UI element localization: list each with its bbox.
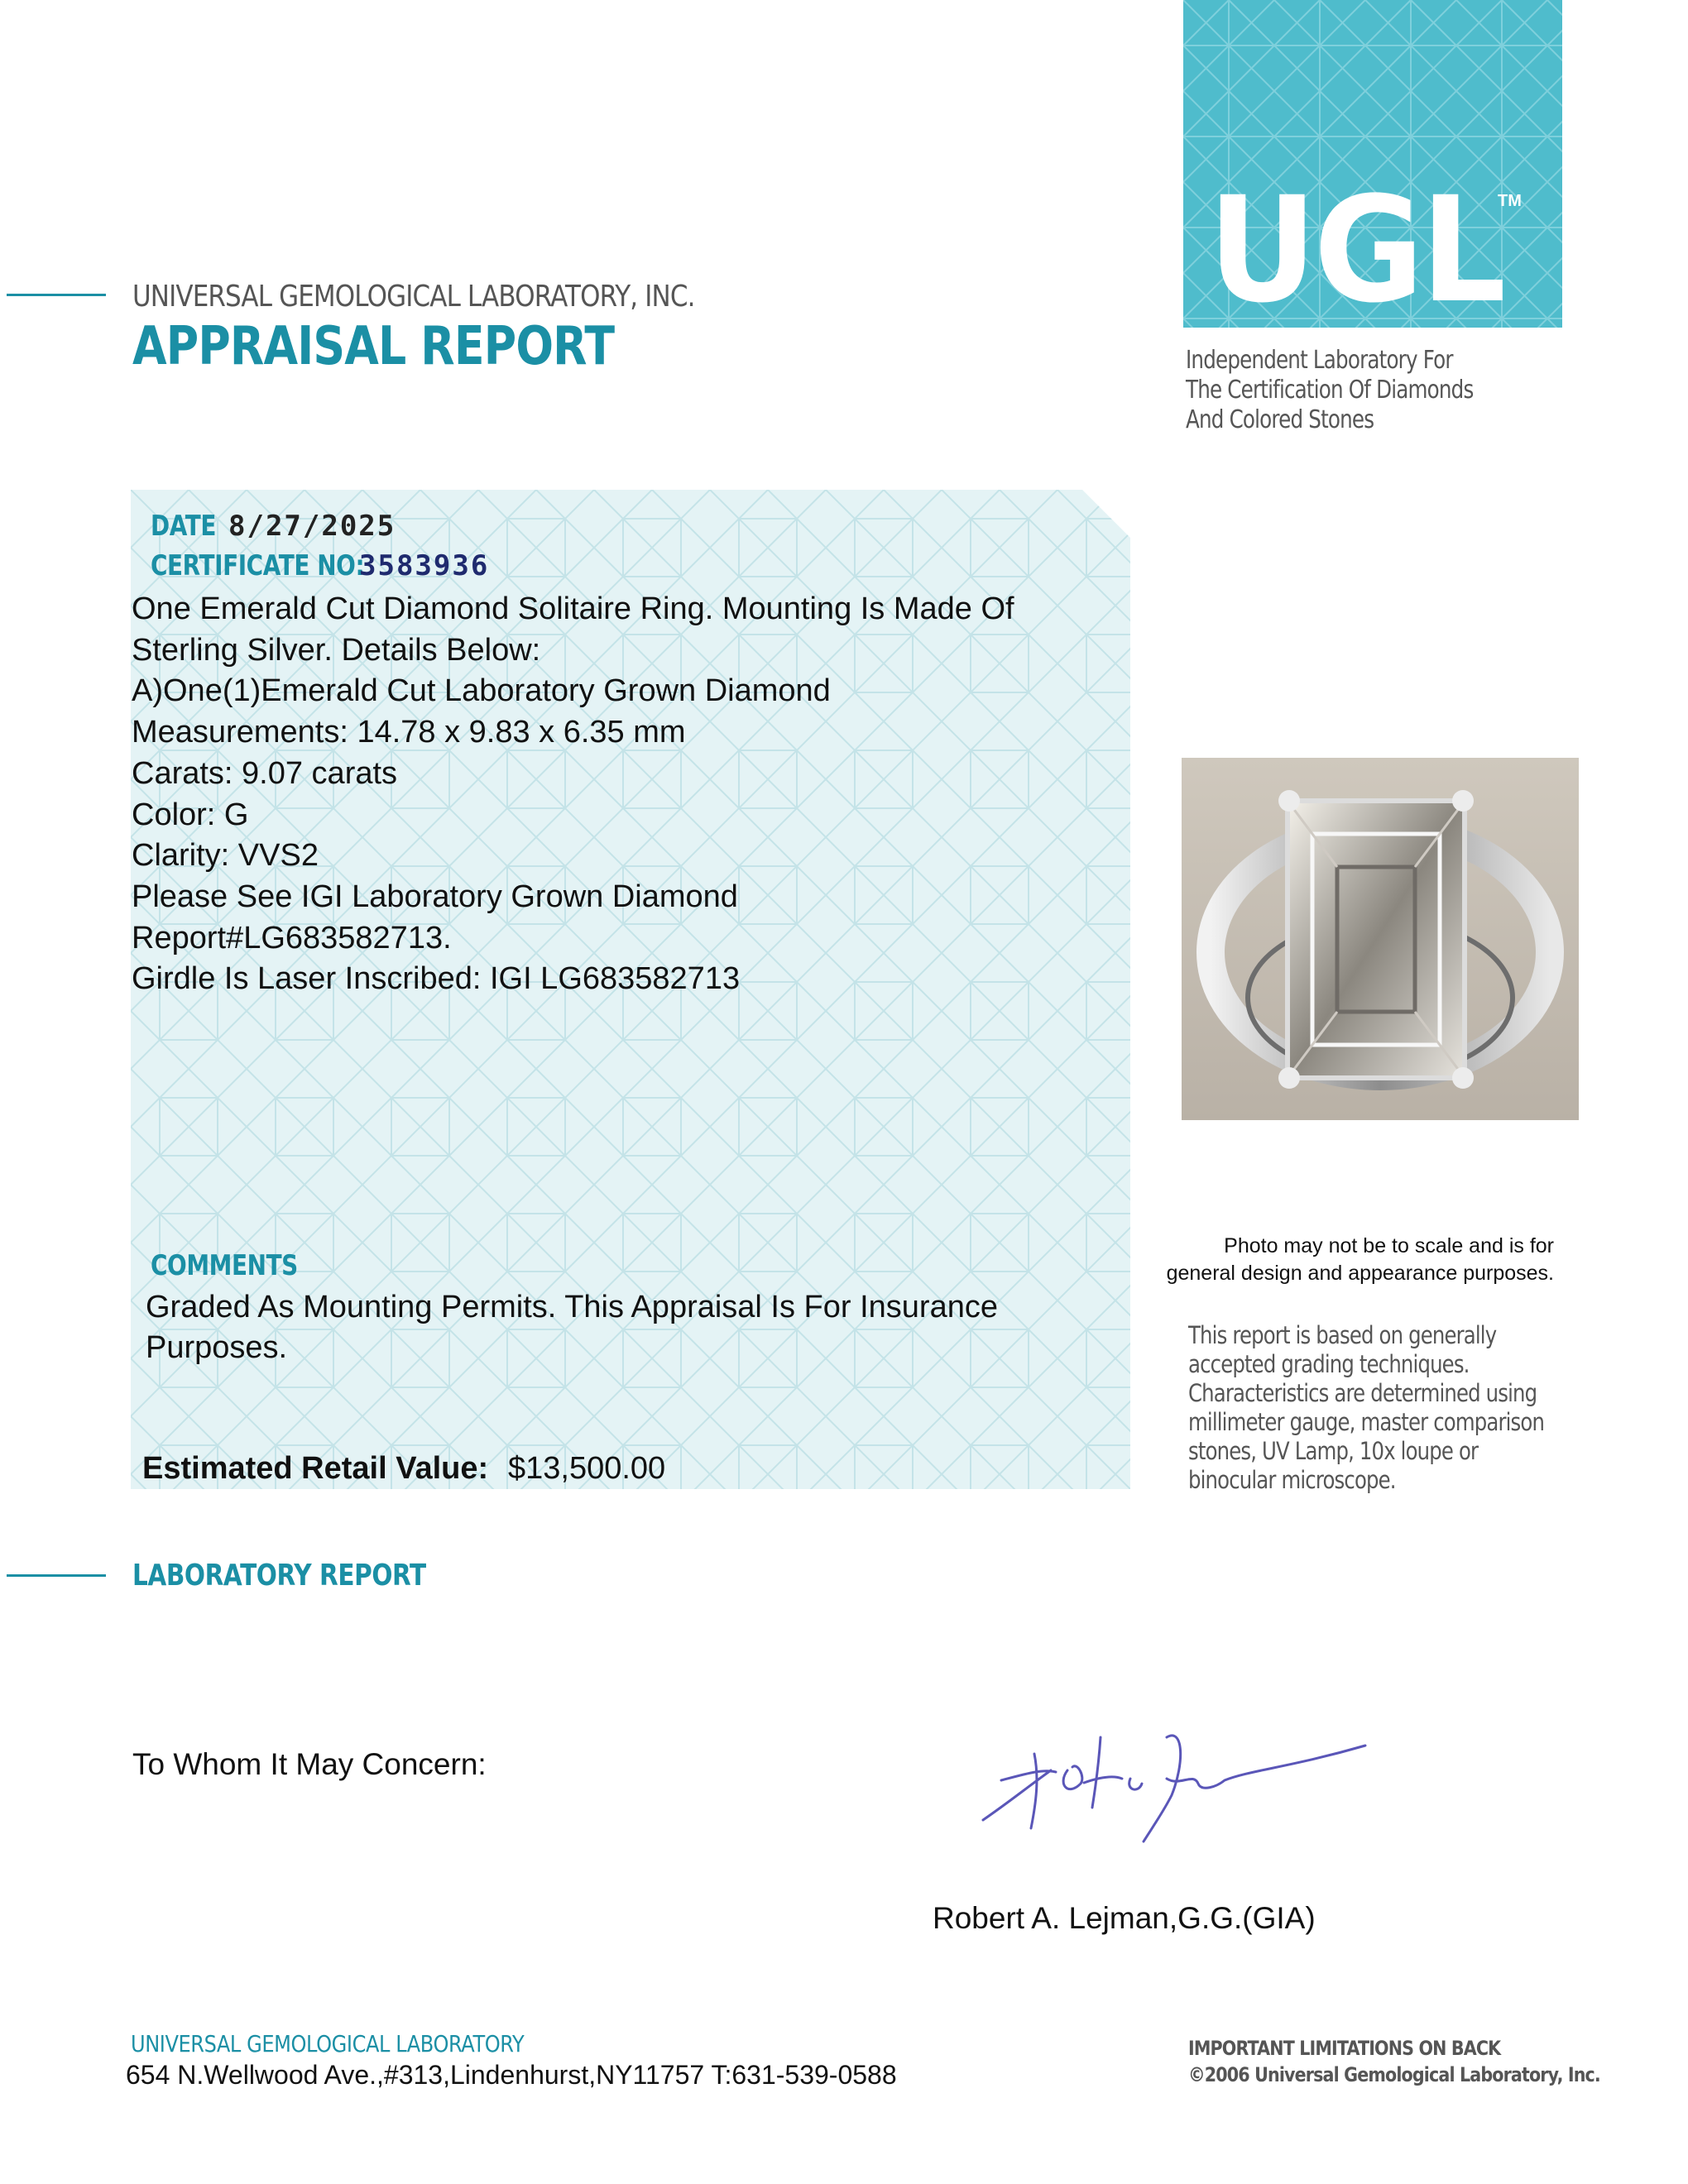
ugl-logo (1183, 0, 1562, 328)
handwritten-signature (976, 1704, 1374, 1845)
photo-caption-line: Photo may not be to scale and is for (1224, 1234, 1554, 1257)
basis-line: Characteristics are determined using (1188, 1379, 1537, 1407)
tagline-line: Independent Laboratory For (1186, 346, 1453, 375)
logo-trademark: TM (1498, 192, 1522, 210)
logo-text: UGL (1208, 165, 1503, 328)
header-rule (7, 294, 106, 296)
grading-basis-note (1188, 1321, 1544, 1495)
description-line: Color: G (132, 797, 249, 832)
date-value: 8/27/2025 (228, 510, 396, 543)
basis-line: This report is based on generally (1188, 1321, 1497, 1349)
footer-limitations (1188, 2035, 1600, 2088)
comments-label: COMMENTS (151, 1249, 298, 1282)
date-label: DATE (151, 510, 216, 543)
salutation: To Whom It May Concern: (132, 1747, 487, 1781)
basis-line: accepted grading techniques. (1188, 1350, 1470, 1378)
emerald-cut-diamond-ring-photo (1182, 758, 1579, 1120)
certificate-number-label: CERTIFICATE NO: (151, 549, 365, 582)
tagline-line: And Colored Stones (1186, 405, 1374, 434)
signature-image (976, 1704, 1374, 1849)
footer-address: 654 N.Wellwood Ave.,#313,Lindenhurst,NY11757 T:631-539-0588 (126, 2060, 897, 2090)
photo-caption (1140, 1233, 1554, 1287)
certificate-number-value: 3583936 (359, 549, 490, 582)
basis-line: millimeter gauge, master comparison (1188, 1408, 1545, 1436)
organization-name: UNIVERSAL GEMOLOGICAL LABORATORY, INC. (132, 280, 695, 314)
ring-photo (1182, 758, 1579, 1120)
basis-line: binocular microscope. (1188, 1466, 1396, 1494)
lab-section-rule (7, 1574, 106, 1577)
footer-lab-name: UNIVERSAL GEMOLOGICAL LABORATORY (131, 2030, 525, 2057)
retail-value-label: Estimated Retail Value: (142, 1451, 489, 1486)
description-line: Report#LG683582713. (132, 920, 452, 956)
description-line: Measurements: 14.78 x 9.83 x 6.35 mm (132, 715, 686, 750)
description-line: Sterling Silver. Details Below: (132, 632, 541, 668)
basis-line: stones, UV Lamp, 10x loupe or (1188, 1437, 1479, 1465)
report-title: APPRAISAL REPORT (132, 316, 615, 377)
tagline-line: The Certification Of Diamonds (1186, 376, 1474, 405)
logo-tagline (1186, 346, 1473, 435)
signer-name: Robert A. Lejman,G.G.(GIA) (933, 1901, 1316, 1935)
description-line: Clarity: VVS2 (132, 838, 319, 874)
limitations-notice: IMPORTANT LIMITATIONS ON BACK (1188, 2037, 1501, 2060)
description-line: A)One(1)Emerald Cut Laboratory Grown Diamond (132, 673, 831, 709)
item-description (132, 589, 1014, 1000)
retail-value: $13,500.00 (508, 1451, 666, 1486)
comments-text: Graded As Mounting Permits. This Appraisal Is For Insurance Purposes. (146, 1290, 998, 1365)
photo-caption-line: general design and appearance purposes. (1166, 1262, 1554, 1285)
description-line: Carats: 9.07 carats (132, 755, 398, 791)
description-line: One Emerald Cut Diamond Solitaire Ring. Mounting Is Made Of (132, 592, 1014, 626)
description-line: Please See IGI Laboratory Grown Diamond (132, 879, 738, 914)
laboratory-report-title: LABORATORY REPORT (132, 1559, 426, 1592)
description-line: Girdle Is Laser Inscribed: IGI LG683582713 (132, 961, 741, 997)
copyright-notice: ©2006 Universal Gemological Laboratory, Inc. (1188, 2063, 1600, 2086)
